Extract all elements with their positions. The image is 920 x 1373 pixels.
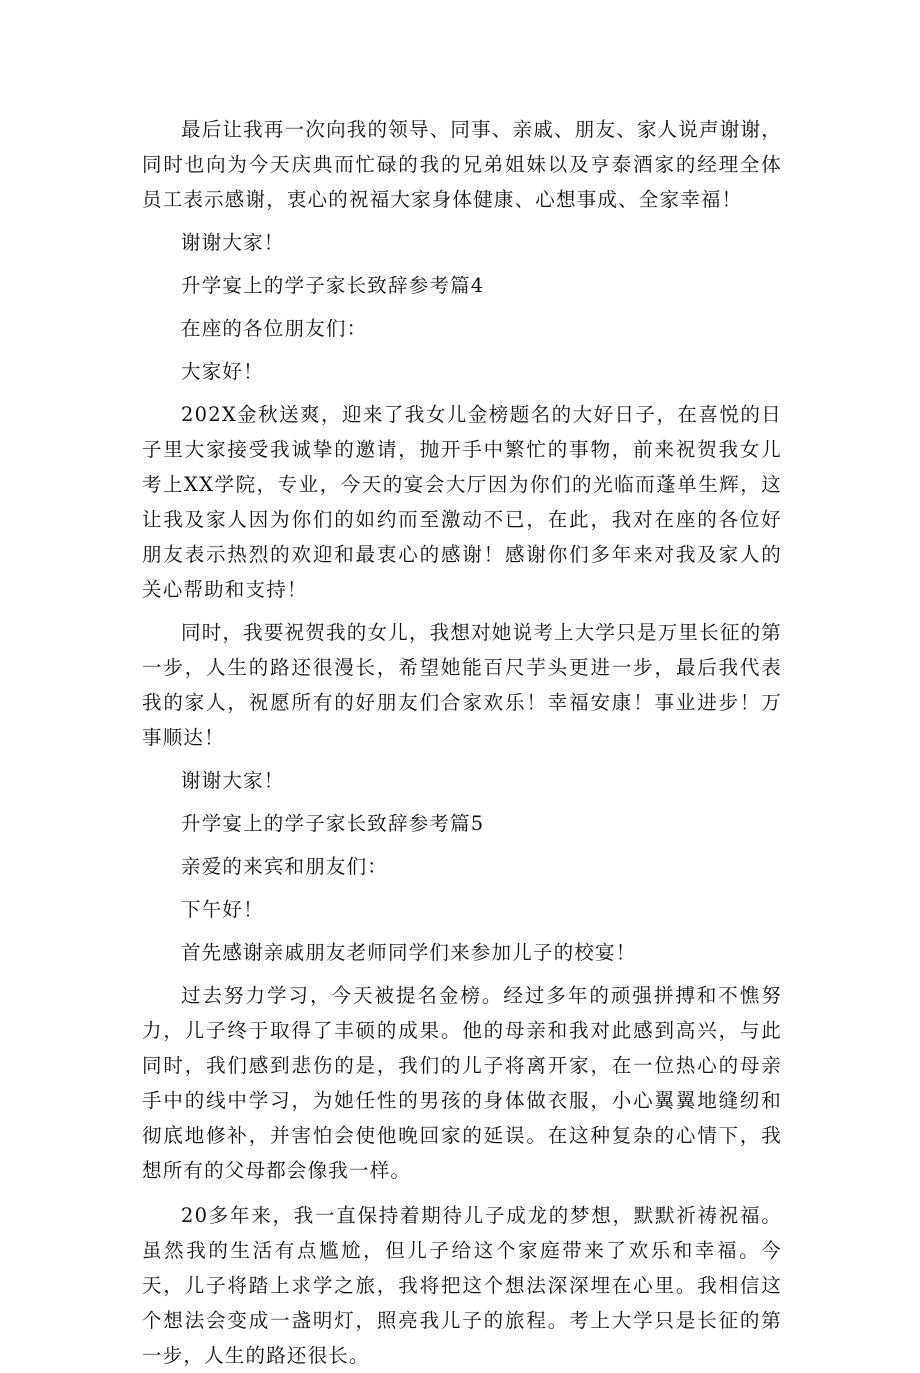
salutation: 在座的各位朋友们： xyxy=(181,317,368,340)
body-paragraph: 同时，我要祝贺我的女儿，我想对她说考上大学只是万里长征的第一步，人生的路还很漫长，希望她能百尺芋头更进一步，最后我代表我的家人，祝愿所有的好朋友们合家欢乐！幸福安康！事业进步！万事顺达！ xyxy=(142,621,782,749)
body-paragraph: 20多年来，我一直保持着期待儿子成龙的梦想，默默祈祷祝福。虽然我的生活有点尴尬，但儿子给这个家庭带来了欢乐和幸福。今天，儿子将踏上求学之旅，我将把这个想法深深埋在心里。我相信这个想法会变成一盏明灯，照亮我儿子的旅程。考上大学只是长征的第一步，人生的路还很长。 xyxy=(142,1204,782,1367)
thank-you-line: 谢谢大家！ xyxy=(181,231,285,254)
closing-thanks-paragraph: 最后让我再一次向我的领导、同事、亲戚、朋友、家人说声谢谢，同时也向为今天庆典而忙碌的我的兄弟姐妹以及亨泰酒家的经理全体员工表示感谢，衷心的祝福大家身体健康、心想事成、全家幸福！ xyxy=(142,118,782,211)
thank-you-line: 谢谢大家！ xyxy=(181,769,285,792)
document-page xyxy=(142,112,782,1373)
salutation: 亲爱的来宾和朋友们： xyxy=(181,855,389,878)
opening-line: 首先感谢亲戚朋友老师同学们来参加儿子的校宴！ xyxy=(181,941,637,964)
greeting: 下午好！ xyxy=(181,898,264,921)
greeting: 大家好！ xyxy=(181,360,264,383)
body-paragraph: 过去努力学习，今天被提名金榜。经过多年的顽强拼搏和不憔努力，儿子终于取得了丰硕的成果。他的母亲和我对此感到高兴，与此同时，我们感到悲伤的是，我们的儿子将离开家，在一位热心的母亲手中的线中学习，为她任性的男孩的身体做衣服，小心翼翼地缝纫和彻底地修补，并害怕会使他晚回家的延误。在这种复杂的心情下，我想所有的父母都会像我一样。 xyxy=(142,984,782,1182)
section-heading-5: 升学宴上的学子家长致辞参考篇5 xyxy=(181,812,485,835)
section-heading-4: 升学宴上的学子家长致辞参考篇4 xyxy=(181,274,485,297)
body-paragraph: 202X金秋送爽，迎来了我女儿金榜题名的大好日子，在喜悦的日子里大家接受我诚挚的邀请，抛开手中繁忙的事物，前来祝贺我女儿考上XX学院，专业，今天的宴会大厅因为你们的光临而蓬单生辉，这让我及家人因为你们的如约而至激动不已，在此，我对在座的各位好朋友表示热烈的欢迎和最衷心的感谢！感谢你们多年来对我及家人的关心帮助和支持！ xyxy=(142,403,782,601)
